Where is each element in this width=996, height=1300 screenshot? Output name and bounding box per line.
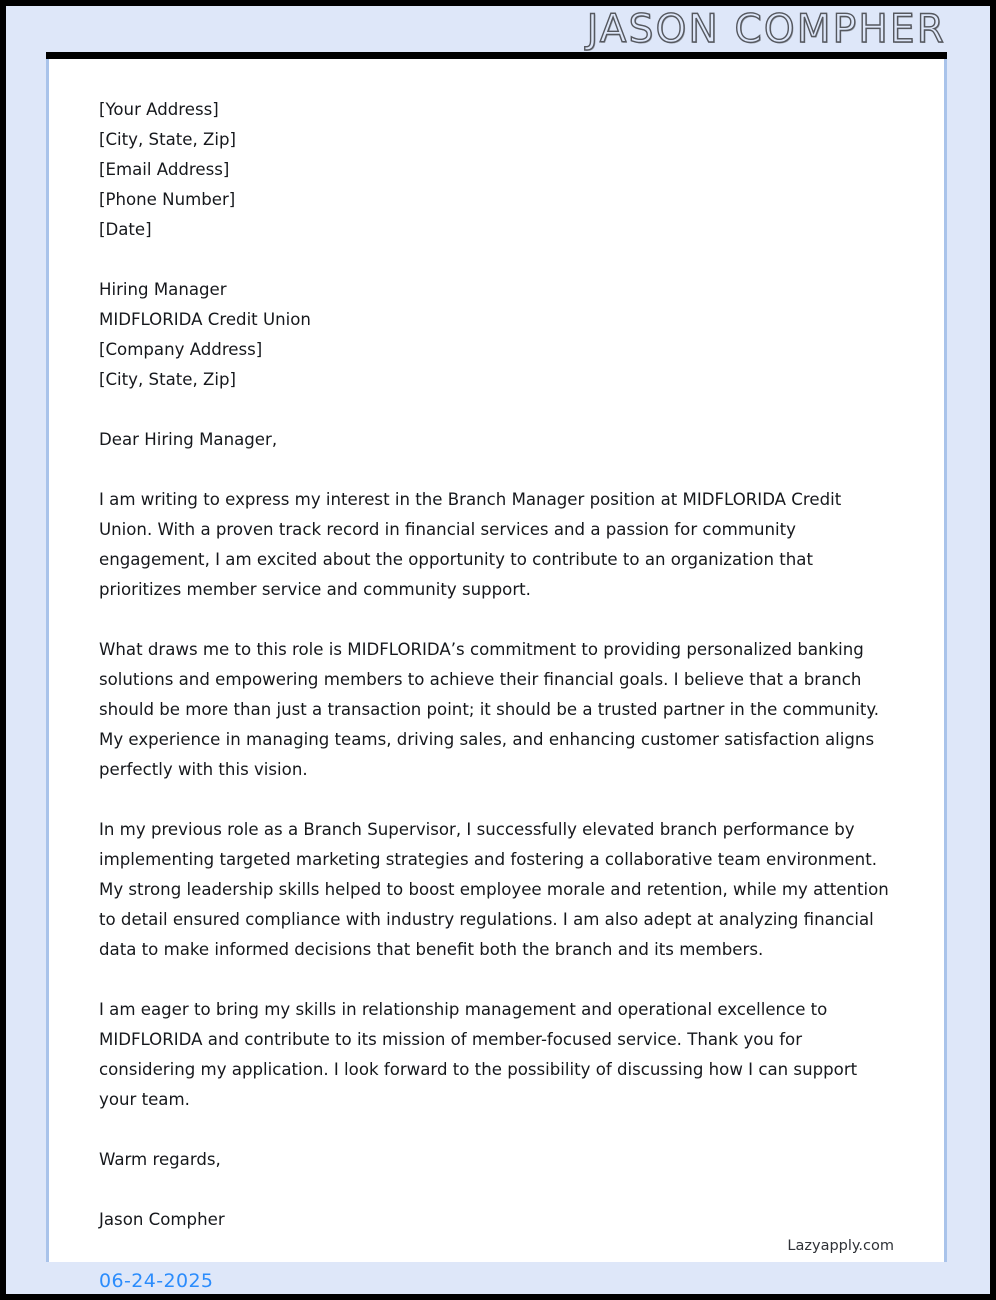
closing-line: Warm regards, [99, 1150, 221, 1169]
letter-sheet [49, 59, 944, 1262]
sender-line: [Date] [99, 220, 152, 239]
generated-date: 06-24-2025 [99, 1270, 214, 1292]
paper-right-edge [944, 59, 947, 1262]
recipient-line: MIDFLORIDA Credit Union [99, 310, 311, 329]
body-paragraph-3: In my previous role as a Branch Supervisor, I successfully elevated branch performance by implementing targeted marketing strategies and fostering a collaborative team environment. My strong leadership skills helped to boost employee morale and retention, while my attention to detail ensured compliance with industry regulations. I am also adept at analyzing financial data to make informed decisions that benefit both the branch and its members. [99, 820, 889, 959]
body-paragraph-2: What draws me to this role is MIDFLORIDA’s commitment to providing personalized banking solutions and empowering members to achieve their financial goals. I believe that a branch should be more than just a transaction point; it should be a trusted partner in the community. My experience in managing teams, driving sales, and enhancing customer satisfaction aligns perfectly with this vision. [99, 640, 880, 779]
salutation [99, 425, 894, 455]
sender-address-block [99, 95, 894, 245]
sender-line: [Your Address] [99, 100, 219, 119]
recipient-line: [City, State, Zip] [99, 370, 237, 389]
date-strip [49, 1264, 949, 1294]
sender-line: [Phone Number] [99, 190, 236, 209]
recipient-address-block [99, 275, 894, 395]
closing [99, 1145, 894, 1175]
body-paragraph-4: I am eager to bring my skills in relationship management and operational excellence to MIDFLORIDA and contribute to its mission of member-focused service. Thank you for considering my application. I look forward to the possibility of discussing how I can support your team. [99, 1000, 858, 1109]
sender-line: [Email Address] [99, 160, 230, 179]
letter-body [99, 95, 894, 1235]
brand-footer: Lazyapply.com [787, 1238, 894, 1254]
body-paragraph-1: I am writing to express my interest in the Branch Manager position at MIDFLORIDA Credit Union. With a proven track record in financial services and a passion for community engagement, I am excited about the opportunity to contribute to an organization that prioritizes member service and community support. [99, 490, 842, 599]
signature-name: Jason Compher [99, 1210, 225, 1229]
recipient-line: [Company Address] [99, 340, 263, 359]
recipient-line: Hiring Manager [99, 280, 227, 299]
page-title: JASON COMPHER [586, 6, 946, 52]
signature [99, 1205, 894, 1235]
sender-line: [City, State, Zip] [99, 130, 237, 149]
salutation-line: Dear Hiring Manager, [99, 430, 278, 449]
letterhead-header [6, 6, 990, 52]
header-divider-rule [46, 52, 947, 59]
